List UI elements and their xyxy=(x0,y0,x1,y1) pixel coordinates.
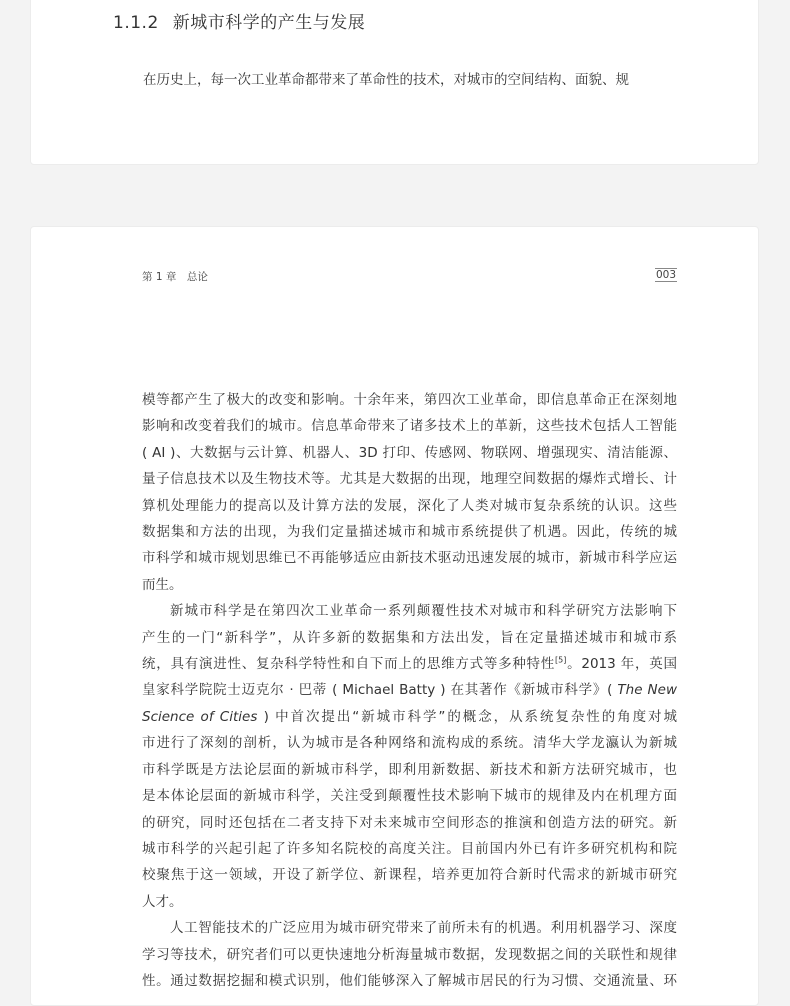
section-title: 新城市科学的产生与发展 xyxy=(172,13,366,33)
text-line xyxy=(142,651,677,677)
text-line: 城市科学的兴起引起了许多知名院校的高度关注。目前国内外已有许多研究机构和院 xyxy=(142,840,677,857)
text-line: 量子信息技术以及生物技术等。尤其是大数据的出现，地理空间数据的爆炸式增长、计 xyxy=(142,471,677,488)
text-line: 新城市科学是在第四次工业革命一系列颠覆性技术对城市和科学研究方法影响下 xyxy=(170,603,677,620)
section-number: 1.1.2 xyxy=(113,13,159,33)
text-line: 市进行了深刻的剖析，认为城市是各种网络和流构成的系统。清华大学龙瀛认为新城 xyxy=(142,735,677,752)
intro-paragraph: 在历史上，每一次工业革命都带来了革命性的技术，对城市的空间结构、面貌、规 xyxy=(143,72,629,88)
text-line xyxy=(142,677,677,703)
text-line: 人工智能技术的广泛应用为城市研究带来了前所未有的机遇。利用机器学习、深度 xyxy=(170,920,677,937)
chapter-label: 第 1 章 总论 xyxy=(142,271,208,283)
text-line: 模等都产生了极大的改变和影响。十余年来，第四次工业革命，即信息革命正在深刻地 xyxy=(142,392,677,408)
page-top xyxy=(30,0,759,165)
text-line: 影响和改变着我们的城市。信息革命带来了诸多技术上的革新，这些技术包括人工智能 xyxy=(142,418,677,435)
text-line xyxy=(142,704,677,730)
text-fragment: 。2013 年，英国 xyxy=(566,656,677,673)
text-fragment: 皇家科学院院士迈克尔 · 巴蒂 ( Michael Batty ) 在其著作《新城市科学》( xyxy=(142,682,618,699)
text-line: 市科学既是方法论层面的新城市科学，即利用新数据、新技术和新方法研究城市，也 xyxy=(142,761,677,778)
text-line: 而生。 xyxy=(142,576,183,593)
page-main xyxy=(30,226,759,1006)
text-line: 人才。 xyxy=(142,893,183,910)
text-line: ( AI )、大数据与云计算、机器人、3D 打印、传感网、物联网、增强现实、清洁能源、 xyxy=(142,444,677,461)
text-line: 是本体论层面的新城市科学，关注受到颠覆性技术影响下城市的规律及内在机理方面 xyxy=(142,788,677,805)
book-title-en: Science of Cities xyxy=(142,708,258,725)
text-line: 校聚焦于这一领域，开设了新学位、新课程，培养更加符合新时代需求的新城市研究 xyxy=(142,867,677,884)
text-fragment: ) 中首次提出“新城市科学”的概念，从系统复杂性的角度对城 xyxy=(257,708,677,725)
text-line: 市科学和城市规划思维已不再能够适应由新技术驱动迅速发展的城市，新城市科学应运 xyxy=(142,550,677,567)
book-title-en: The New xyxy=(617,682,677,699)
text-line: 算机处理能力的提高以及计算方法的发展，深化了人类对城市复杂系统的认识。这些 xyxy=(142,497,677,514)
text-line: 性。通过数据挖掘和模式识别，他们能够深入了解城市居民的行为习惯、交通流量、环 xyxy=(142,972,677,989)
text-line: 的研究，同时还包括在二者支持下对未来城市空间形态的推演和创造方法的研究。新 xyxy=(142,814,677,831)
text-line: 产生的一门“新科学”，从许多新的数据集和方法出发，旨在定量描述城市和城市系 xyxy=(142,629,677,646)
text-line: 数据集和方法的出现，为我们定量描述城市和城市系统提供了机遇。因此，传统的城 xyxy=(142,524,677,541)
text-fragment: 统，具有演进性、复杂科学特性和自下而上的思维方式等多种特性 xyxy=(142,656,556,673)
section-heading xyxy=(113,8,365,33)
running-header xyxy=(142,267,677,287)
text-line: 学习等技术，研究者们可以更快速地分析海量城市数据，发现数据之间的关联性和规律 xyxy=(142,946,677,963)
page-number: 003 xyxy=(655,269,676,281)
body-text xyxy=(142,387,677,994)
citation-ref: [5] xyxy=(555,655,567,665)
